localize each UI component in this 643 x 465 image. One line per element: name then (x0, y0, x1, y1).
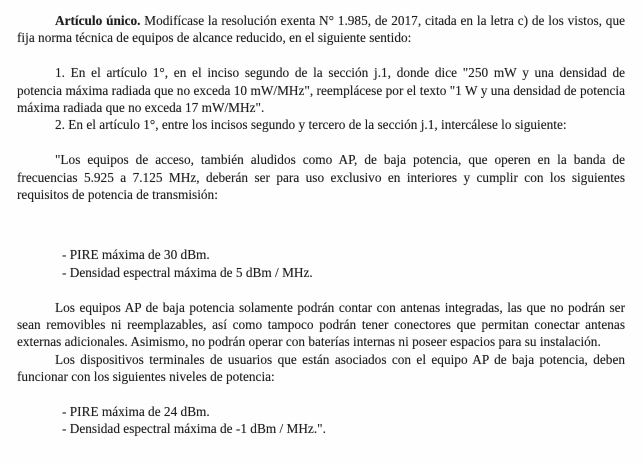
ap-requirement-pire: - PIRE máxima de 30 dBm. (62, 247, 210, 263)
antennas-restrictions-paragraph: Los equipos AP de baja potencia solamente podrán contar con antenas integradas, las que no podrán ser sean removibles ni reemplazables, así como tampoco podrán tener conectores que permitan conectar antenas externas adicionales. Asimismo, no podrán operar con baterías internas ni poseer espacios para su instalación. (17, 299, 625, 350)
ap-requirement-spectral-density: - Densidad espectral máxima de 5 dBm / MHz. (62, 264, 313, 280)
article-unico-heading: Artículo único. (55, 13, 141, 28)
spacer (17, 203, 625, 246)
amendment-1-paragraph: 1. En el artículo 1°, en el inciso segundo de la sección j.1, donde dice "250 mW y una densidad de potencia máxima radiada que no exceda 10 mW/MHz", reemplácese por el texto "1 W y una densidad de potencia máxima radiada que no exceda 17 mW/MHz". (17, 65, 625, 116)
article-unico-paragraph (17, 12, 625, 47)
spacer (17, 47, 625, 64)
spacer (17, 281, 625, 298)
terminal-requirement-pire: - PIRE máxima de 24 dBm. (62, 404, 210, 420)
terminal-devices-paragraph: Los dispositivos terminales de usuarios que están asociados con el equipo AP de baja potencia, deben funcionar con los siguientes niveles de potencia: (17, 351, 625, 385)
spacer (17, 386, 625, 403)
quoted-clause-intro-paragraph: "Los equipos de acceso, también aludidos como AP, de baja potencia, que operen en la banda de frecuencias 5.925 a 7.125 MHz, deberán ser para uso exclusivo en interiores y cumplir con los siguientes requisitos de potencia de transmisión: (17, 152, 625, 203)
terminal-requirement-spectral-density: - Densidad espectral máxima de -1 dBm / MHz.". (62, 421, 326, 437)
spacer (17, 134, 625, 151)
amendment-2-paragraph: 2. En el artículo 1°, entre los incisos segundo y tercero de la sección j.1, intercálese lo siguiente: (55, 117, 567, 133)
article-unico-body: Modifícase la resolución exenta N° 1.985, de 2017, citada en la letra c) de los vistos, que fija norma técnica de equipos de alcance reducido, en el siguiente sentido: (17, 13, 625, 46)
